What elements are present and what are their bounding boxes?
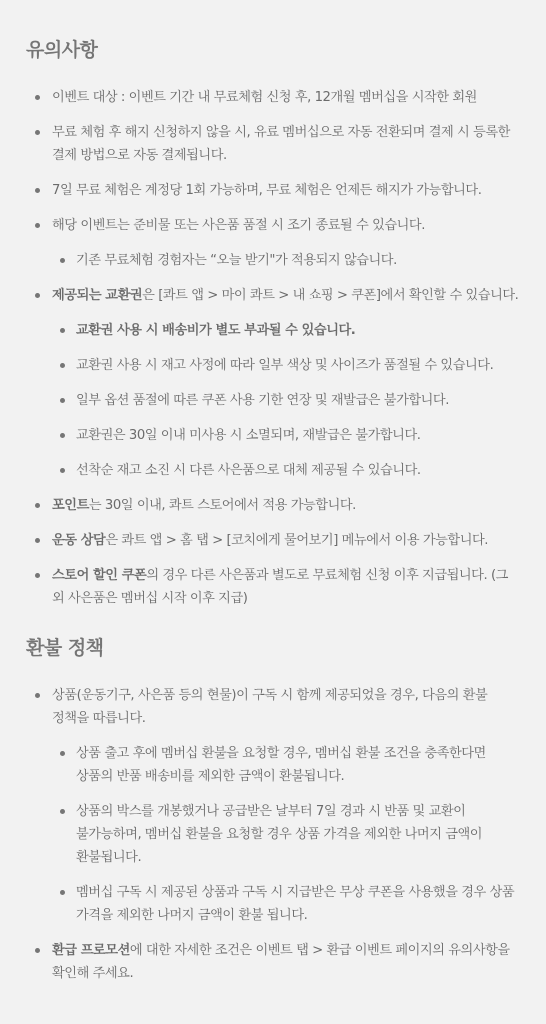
sub-list [52,742,520,927]
list-item [26,284,520,482]
list-item [26,179,520,202]
sub-list-item [52,354,520,377]
item-bold-text: 교환권 사용 시 배송비가 별도 부과될 수 있습니다. [76,323,356,338]
list-item [26,939,520,985]
item-bold-text: 환급 프로모션 [52,943,130,958]
notes-list [26,86,520,610]
list-item [26,494,520,517]
item-text: 상품 출고 후에 멤버십 환불을 요청할 경우, 멤버십 환불 조건을 충족한다면 상품의 반품 배송비를 제외한 금액이 환불됩니다. [76,746,486,784]
item-text: 해당 이벤트는 준비물 또는 사은품 품절 시 조기 종료될 수 있습니다. [52,218,425,233]
sub-list-item [52,459,520,482]
item-text: 교환권은 30일 이내 미사용 시 소멸되며, 재발급은 불가합니다. [76,428,421,443]
item-bold-text: 운동 상담 [52,533,106,548]
sub-list-item [52,424,520,447]
item-text: 이벤트 대상 : 이벤트 기간 내 무료체험 신청 후, 12개월 멤버십을 시작한 회원 [52,90,477,105]
item-bold-text: 스토어 할인 쿠폰 [52,568,147,583]
sub-list-item [52,800,520,869]
sub-list-item [52,319,520,342]
item-text: 에 대한 자세한 조건은 이벤트 탭 > 환급 이벤트 페이지의 유의사항을 확인해 주세요. [52,943,510,981]
item-text: 일부 옵션 품절에 따른 쿠폰 사용 기한 연장 및 재발급은 불가합니다. [76,393,449,408]
list-item [26,214,520,272]
item-text: 은 [콰트 앱 > 마이 콰트 > 내 쇼핑 > 쿠폰]에서 확인할 수 있습니다. [142,288,519,303]
item-text: 무료 체험 후 해지 신청하지 않을 시, 유료 멤버십으로 자동 전환되며 결제 시 등록한 결제 방법으로 자동 결제됩니다. [52,125,510,163]
sub-list-item [52,742,520,788]
item-text: 의 경우 다른 사은품과 별도로 무료체험 신청 이후 지급됩니다. (그 외 사은품은 멤버십 시작 이후 지급) [52,568,508,606]
sub-list-item [52,249,520,272]
list-item [26,121,520,167]
list-item [26,86,520,109]
sub-list-item [52,881,520,927]
sub-list [52,249,520,272]
item-text: 교환권 사용 시 재고 사정에 따라 일부 색상 및 사이즈가 품절될 수 있습니다. [76,358,494,373]
list-item [26,529,520,552]
notes-title: 유의사항 [26,39,98,61]
item-text: 상품(운동기구, 사은품 등의 현물)이 구독 시 함께 제공되었을 경우, 다음의 환불 정책을 따릅니다. [52,688,488,726]
item-text: 선착순 재고 소진 시 다른 사은품으로 대체 제공될 수 있습니다. [76,463,421,478]
list-item [26,564,520,610]
list-item [26,684,520,927]
item-bold-text: 포인트 [52,498,89,513]
item-text: 는 30일 이내, 콰트 스토어에서 적용 가능합니다. [88,498,356,513]
sub-list [52,319,520,482]
item-text: 기존 무료체험 경험자는 “오늘 받기"가 적용되지 않습니다. [76,253,397,268]
item-text: 멤버십 구독 시 제공된 상품과 구독 시 지급받은 무상 쿠폰을 사용했을 경우 상품 가격을 제외한 나머지 금액이 환불 됩니다. [76,885,515,923]
item-bold-text: 제공되는 교환권 [52,288,143,303]
refund-list [26,684,520,985]
refund-title: 환불 정책 [26,637,104,659]
item-text: 상품의 박스를 개봉했거나 공급받은 날부터 7일 경과 시 반품 및 교환이 불가능하며, 멤버십 환불을 요청할 경우 상품 가격을 제외한 나머지 금액이 환불됩니다. [76,804,483,865]
item-text: 은 콰트 앱 > 홈 탭 > [코치에게 물어보기] 메뉴에서 이용 가능합니다. [105,533,489,548]
item-text: 7일 무료 체험은 계정당 1회 가능하며, 무료 체험은 언제든 해지가 가능합니다. [52,183,482,198]
sub-list-item [52,389,520,412]
